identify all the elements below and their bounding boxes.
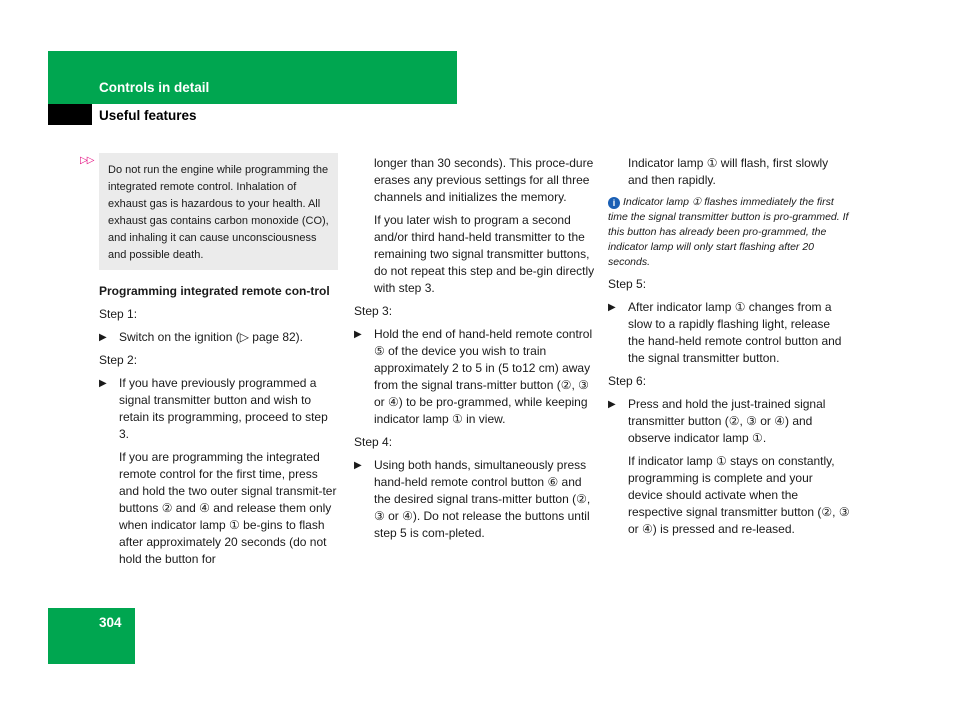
paragraph: longer than 30 seconds). This proce-dure erases any previous settings for all three channels and initializes the memory. xyxy=(374,156,594,204)
subsection-title: Useful features xyxy=(99,108,197,123)
bullet-arrow-icon: ▶ xyxy=(99,378,107,389)
info-note xyxy=(608,195,850,270)
paragraph: If you are programming the integrated remote control for the first time, press and hold the two outer signal transmit-ter buttons ② and ④ and release them only when indicator lamp ① be-gins to flash after approximately 20 seconds (do not hold the button for xyxy=(119,450,337,566)
step-label: Step 5: xyxy=(608,277,647,291)
instruction-bullet xyxy=(99,329,341,346)
subsection-marker xyxy=(48,104,92,125)
warning-text: Do not run the engine while programming the integrated remote control. Inhalation of exhaust gas is hazardous to your health. All exhaust gas contains carbon monoxide (CO), and inhaling it can cause unconsciousness and possible death. xyxy=(108,164,329,261)
note-text: Indicator lamp ① flashes immediately the first time the signal transmitter button is pro-grammed. If this button has already been pro-grammed, the indicator lamp will only start flashing after 20 seconds. xyxy=(608,196,849,268)
bullet-arrow-icon: ▶ xyxy=(99,332,107,343)
step-label: Step 1: xyxy=(99,307,138,321)
bullet-text: If you have previously programmed a signal transmitter button and wish to retain its programming, proceed to step 3. xyxy=(119,376,328,441)
bullet-text: Press and hold the just-trained signal transmitter button (②, ③ or ④) and observe indicator lamp ①. xyxy=(628,397,826,445)
bullet-arrow-icon: ▶ xyxy=(608,302,616,313)
bullet-arrow-icon: ▶ xyxy=(354,460,362,471)
paragraph: If you later wish to program a second and/or third hand-held transmitter to the remaining two signal transmitter buttons, do not repeat this step and be-gin directly with step 3. xyxy=(374,213,595,295)
paragraph: Indicator lamp ① will flash, first slowly and then rapidly. xyxy=(628,156,829,187)
section-title: Controls in detail xyxy=(99,80,210,95)
step-label: Step 4: xyxy=(354,435,393,449)
section-heading: Programming integrated remote con-trol xyxy=(99,284,330,298)
instruction-bullet xyxy=(608,299,850,367)
info-icon: i xyxy=(608,197,620,209)
bullet-arrow-icon: ▶ xyxy=(354,329,362,340)
column-3 xyxy=(608,155,850,544)
column-2 xyxy=(354,155,595,548)
paragraph: If indicator lamp ① stays on constantly, programming is complete and your device should activate when the respective signal transmitter button (②, ③ or ④) is pressed and re-leased. xyxy=(628,454,850,536)
instruction-bullet xyxy=(99,375,341,443)
instruction-bullet xyxy=(354,326,595,428)
warning-box xyxy=(99,153,338,270)
page-number: 304 xyxy=(99,615,122,630)
instruction-bullet xyxy=(354,457,595,542)
bullet-text: Hold the end of hand-held remote control ⑤ of the device you wish to train approximately 2 to 5 in (5 to12 cm) away from the signal trans-mitter button (②, ③ or ④) to be pro-grammed, while keeping indicator lamp ① in view. xyxy=(374,327,593,426)
column-1 xyxy=(99,283,341,574)
warning-marker-icon: ▷▷ xyxy=(80,155,94,166)
step-label: Step 3: xyxy=(354,304,393,318)
instruction-bullet xyxy=(608,396,850,447)
bullet-text: Using both hands, simultaneously press hand-held remote control button ⑥ and the desired signal trans-mitter button (②, ③ or ④). Do not release the buttons until step 5 is com-pleted. xyxy=(374,458,591,540)
bullet-text: After indicator lamp ① changes from a slow to a rapidly flashing light, release the hand-held remote control button and the signal transmitter button. xyxy=(628,300,842,365)
header-band xyxy=(48,51,457,104)
step-label: Step 6: xyxy=(608,374,647,388)
bullet-arrow-icon: ▶ xyxy=(608,399,616,410)
bullet-text: Switch on the ignition (▷ page 82). xyxy=(119,330,304,344)
step-label: Step 2: xyxy=(99,353,138,367)
